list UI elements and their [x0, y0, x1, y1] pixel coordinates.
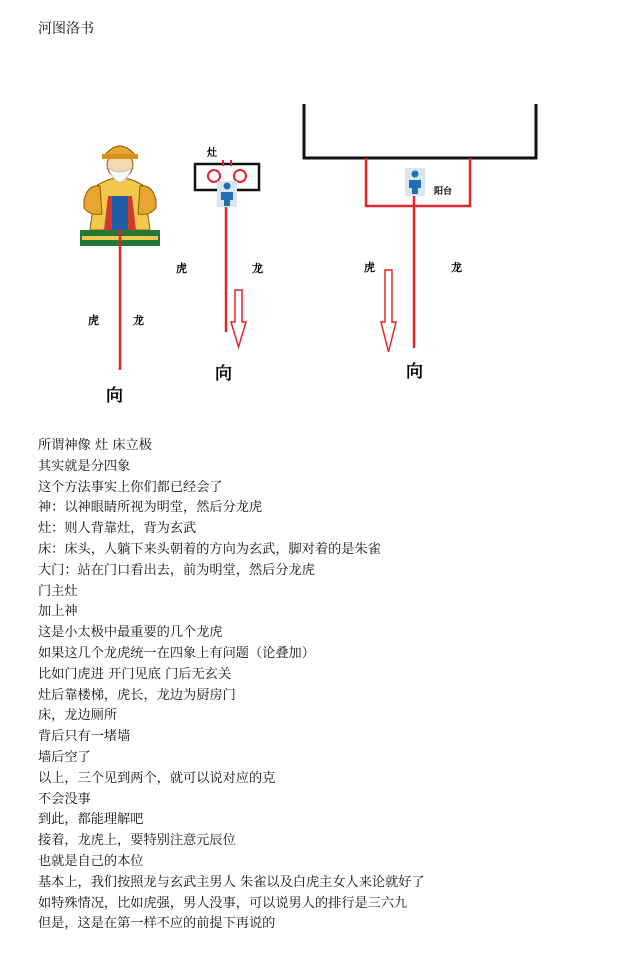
text-line: 接着，龙虎上，要特别注意元辰位 — [38, 833, 236, 849]
right-facing-label: 向 — [406, 362, 423, 382]
left-facing-label: 向 — [106, 386, 123, 406]
text-line: 如果这几个龙虎统一在四象上有问题（论叠加） — [38, 645, 315, 661]
arrow-down-icon — [231, 290, 246, 347]
text-line: 以上，三个见到两个，就可以说对应的克 — [38, 770, 276, 786]
left-dragon-label: 龙 — [133, 314, 144, 327]
text-line: 灶后靠楼梯，虎长，龙边为厨房门 — [38, 687, 236, 703]
arrow-down-icon — [381, 270, 396, 352]
text-line: 其实就是分四象 — [38, 458, 131, 474]
text-line: 所谓神像 灶 床立极 — [38, 438, 152, 453]
body-text — [38, 436, 618, 935]
person-icon — [405, 168, 425, 196]
text-line: 这是小太极中最重要的几个龙虎 — [38, 625, 223, 641]
room-outline — [304, 104, 536, 158]
stove-label: 灶 — [207, 148, 217, 159]
text-line: 大门：站在门口看出去，前为明堂，然后分龙虎 — [38, 562, 315, 578]
text-line: 灶：则人背靠灶，背为玄武 — [38, 521, 197, 537]
right-dragon-label: 龙 — [451, 261, 462, 274]
text-line: 神：以神眼睛所视为明堂，然后分龙虎 — [38, 500, 263, 516]
page-title: 河图洛书 — [38, 21, 94, 37]
middle-facing-label: 向 — [215, 364, 232, 384]
text-line: 门主灶 — [38, 583, 78, 599]
text-line: 背后只有一堵墙 — [38, 729, 131, 745]
left-tiger-label: 虎 — [88, 314, 99, 327]
right-tiger-label: 虎 — [364, 261, 375, 274]
text-line: 如特殊情况，比如虎强，男人没事，可以说男人的排行是三六九 — [38, 895, 408, 911]
middle-dragon-label: 龙 — [252, 262, 263, 275]
text-line: 但是，这是在第一样不应的前提下再说的 — [38, 916, 276, 932]
text-line: 加上神 — [38, 604, 78, 620]
text-line: 基本上，我们按照龙与玄武主男人 朱雀以及白虎主女人来论就好了 — [38, 874, 425, 890]
feng-shui-diagram — [0, 95, 631, 425]
balcony-label: 阳台 — [434, 187, 453, 197]
text-line: 墙后空了 — [38, 749, 91, 765]
text-line: 比如门虎进 开门见底 门后无玄关 — [38, 666, 232, 682]
middle-tiger-label: 虎 — [176, 262, 187, 275]
text-line: 不会没事 — [38, 791, 91, 807]
text-line: 这个方法事实上你们都已经会了 — [38, 479, 223, 495]
text-line: 床，龙边厕所 — [38, 708, 118, 724]
person-icon — [217, 181, 237, 207]
text-line: 也就是自己的本位 — [38, 853, 144, 869]
text-line: 到此，都能理解吧 — [38, 812, 144, 828]
text-line: 床：床头，人躺下来头朝着的方向为玄武，脚对着的是朱雀 — [38, 541, 381, 557]
